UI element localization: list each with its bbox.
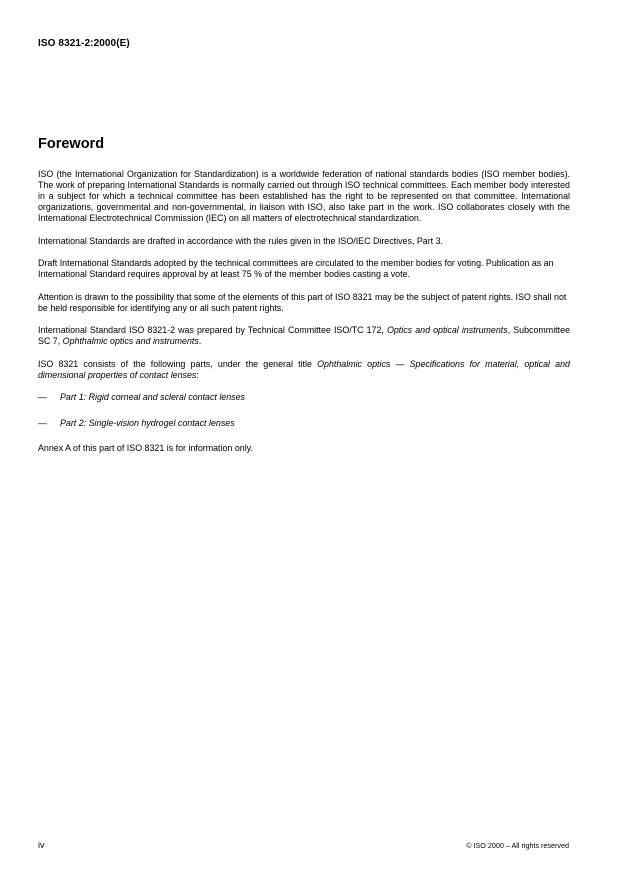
general-title: Ophthalmic optics — Specifications for material, optical and dimensional properties of contact lenses (38, 358, 570, 380)
paragraph-voting: Draft International Standards adopted by the technical committees are circulated to the member bodies for voting. Publication as an International Standard requires approval by at least 75 % of the member bodies casting a vote. (38, 258, 554, 279)
list-item (38, 392, 570, 403)
paragraph-patent-rights: Attention is drawn to the possibility that some of the elements of this part of ISO 8321 may be the subject of patent rights. ISO shall not be held responsible for identifying any or all such patent rights. (38, 291, 567, 313)
parts-intro-lead: ISO 8321 consists of the following parts, under the general title (38, 358, 318, 369)
paragraph-prepared-by (38, 325, 570, 347)
committee-title: Optics and optical instruments (386, 325, 508, 335)
list-item-text: Part 1: Rigid corneal and scleral contact lenses (60, 392, 245, 402)
document-code: ISO 8321-2:2000(E) (38, 38, 130, 49)
list-item (38, 418, 570, 429)
list-item-text: Part 2: Single-vision hydrogel contact lenses (60, 417, 235, 428)
subcommittee-title: Ophthalmic optics and instruments (62, 336, 199, 346)
paragraph-annex-note: Annex A of this part of ISO 8321 is for information only. (38, 443, 253, 453)
list-dash: — (38, 417, 47, 428)
parts-intro-end: : (196, 369, 199, 380)
prepared-by-middle: , Subcommittee SC 7, (38, 325, 570, 346)
list-dash: — (38, 392, 47, 402)
page-title: Foreword (38, 136, 105, 152)
prepared-by-lead: International Standard ISO 8321-2 was prepared by Technical Committee ISO/TC 172, (38, 325, 387, 335)
prepared-by-end: . (198, 336, 202, 346)
page-number: iv (38, 840, 45, 850)
copyright-notice: © ISO 2000 – All rights reserved (466, 841, 569, 850)
foreword-body (38, 169, 570, 466)
paragraph-parts-intro (38, 359, 570, 381)
paragraph-iso-overview: ISO (the International Organization for Standardization) is a worldwide federation of national standards bodies (ISO member bodies). The work of preparing International Standards is normally carried out through ISO technical committees. Each member body interested in a subject for which a technical committee has been established has the right to be represented on that committee. International organizations, governmental and non-governmental, in liaison with ISO, also take part in the work. ISO collaborates closely with the International Electrotechnical Commission (IEC) on all matters of electrotechnical standardization. (38, 169, 570, 223)
paragraph-drafting-rules: International Standards are drafted in accordance with the rules given in the ISO/IEC Directives, Part 3. (38, 235, 444, 246)
